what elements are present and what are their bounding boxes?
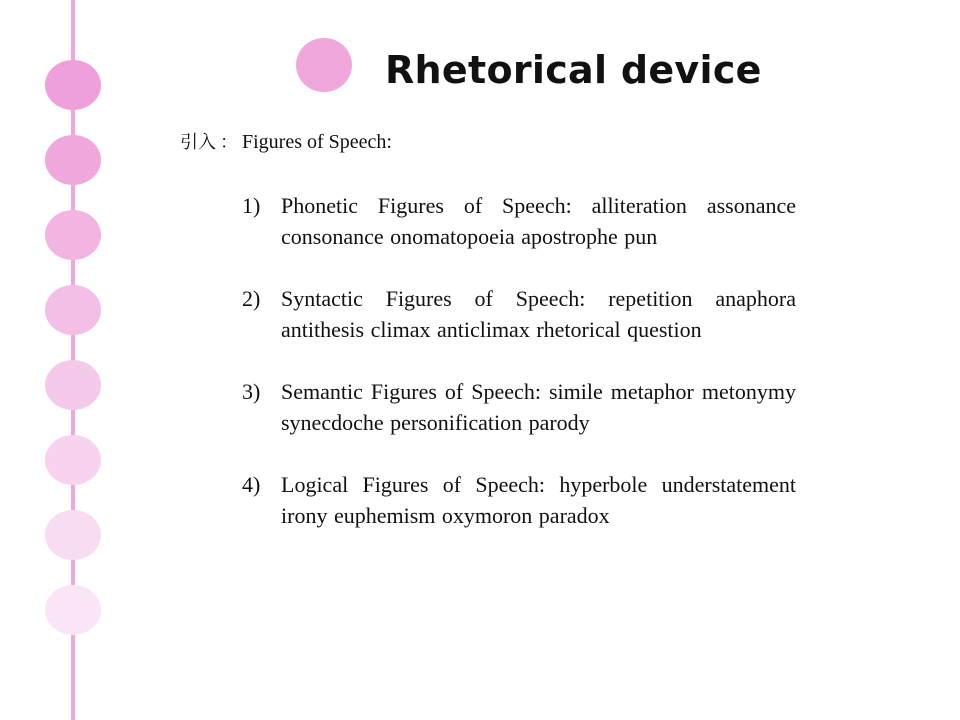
list-item-text: Logical Figures of Speech: hyperbole understatement irony euphemism oxymoron paradox xyxy=(281,472,796,528)
list-item-number: 4) xyxy=(242,472,261,497)
decorative-circle xyxy=(45,60,101,110)
decorative-circle xyxy=(45,435,101,485)
decorative-circle xyxy=(45,510,101,560)
list-item-number: 2) xyxy=(242,286,261,311)
list-item-number: 3) xyxy=(242,379,261,404)
decorative-circle xyxy=(45,285,101,335)
decorative-circle xyxy=(45,360,101,410)
intro-line xyxy=(180,128,392,154)
decorative-circle xyxy=(45,210,101,260)
list-item-text: Syntactic Figures of Speech: repetition anaphora antithesis climax anticlimax rhetorical question xyxy=(281,286,796,342)
slide-title: Rhetorical device xyxy=(385,48,762,92)
figures-list xyxy=(236,190,796,562)
title-bullet-dot xyxy=(296,38,352,92)
list-item xyxy=(236,469,796,531)
list-item xyxy=(236,190,796,252)
decorative-circle xyxy=(45,585,101,635)
list-item-text: Phonetic Figures of Speech: alliteration assonance consonance onomatopoeia apostrophe pun xyxy=(281,193,796,249)
list-item xyxy=(236,376,796,438)
list-item xyxy=(236,283,796,345)
intro-separator: ： xyxy=(220,132,238,153)
list-item-text: Semantic Figures of Speech: simile metaphor metonymy synecdoche personification parody xyxy=(281,379,796,435)
intro-text: Figures of Speech: xyxy=(242,131,392,153)
decorative-circle xyxy=(45,135,101,185)
list-item-number: 1) xyxy=(242,193,261,218)
intro-label: 引入 xyxy=(180,132,216,153)
